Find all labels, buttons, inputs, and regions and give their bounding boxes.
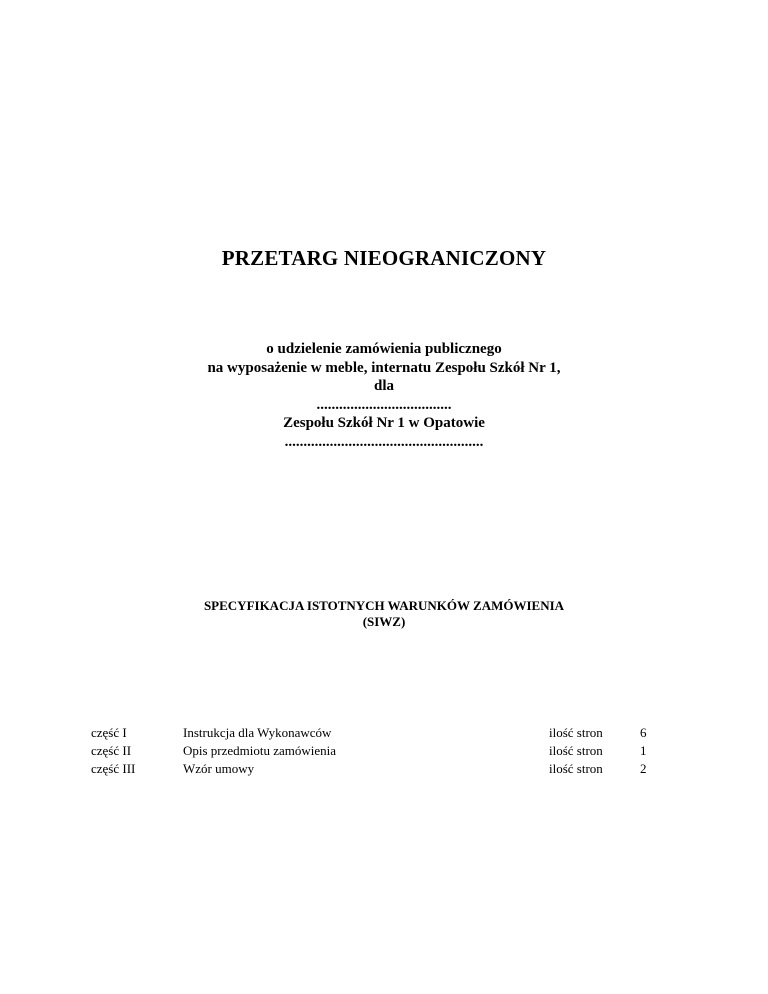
parts-list	[0, 724, 768, 778]
subject-line-dots: ....................................	[316, 396, 452, 413]
part-row	[0, 742, 768, 760]
page-count: 1	[640, 743, 647, 758]
specification-abbreviation: (SIWZ)	[362, 614, 406, 629]
part-number: część I	[91, 725, 127, 740]
tender-subject	[0, 340, 768, 451]
subject-line-dots: .....................................................	[284, 433, 484, 450]
subject-line: Zespołu Szkół Nr 1 w Opatowie	[283, 415, 485, 431]
part-title: Wzór umowy	[183, 761, 255, 776]
part-number: część III	[91, 761, 136, 776]
part-row	[0, 724, 768, 742]
specification-name: SPECYFIKACJA ISTOTNYCH WARUNKÓW ZAMÓWIENIA	[203, 598, 565, 613]
part-title: Instrukcja dla Wykonawców	[183, 725, 332, 740]
part-title: Opis przedmiotu zamówienia	[183, 743, 337, 758]
subject-line: o udzielenie zamówienia publicznego	[266, 341, 502, 357]
page-count-label: ilość stron	[549, 725, 603, 740]
specification-heading	[0, 598, 768, 630]
page-count-label: ilość stron	[549, 761, 603, 776]
subject-line: dla	[373, 378, 394, 394]
page-count: 2	[640, 761, 647, 776]
page-count: 6	[640, 725, 647, 740]
subject-line: na wyposażenie w meble, internatu Zespołu Szkół Nr 1,	[207, 359, 561, 376]
page-count-label: ilość stron	[549, 743, 603, 758]
part-number: część II	[91, 743, 132, 758]
document-title: PRZETARG NIEOGRANICZONY	[221, 246, 547, 270]
part-row	[0, 760, 768, 778]
